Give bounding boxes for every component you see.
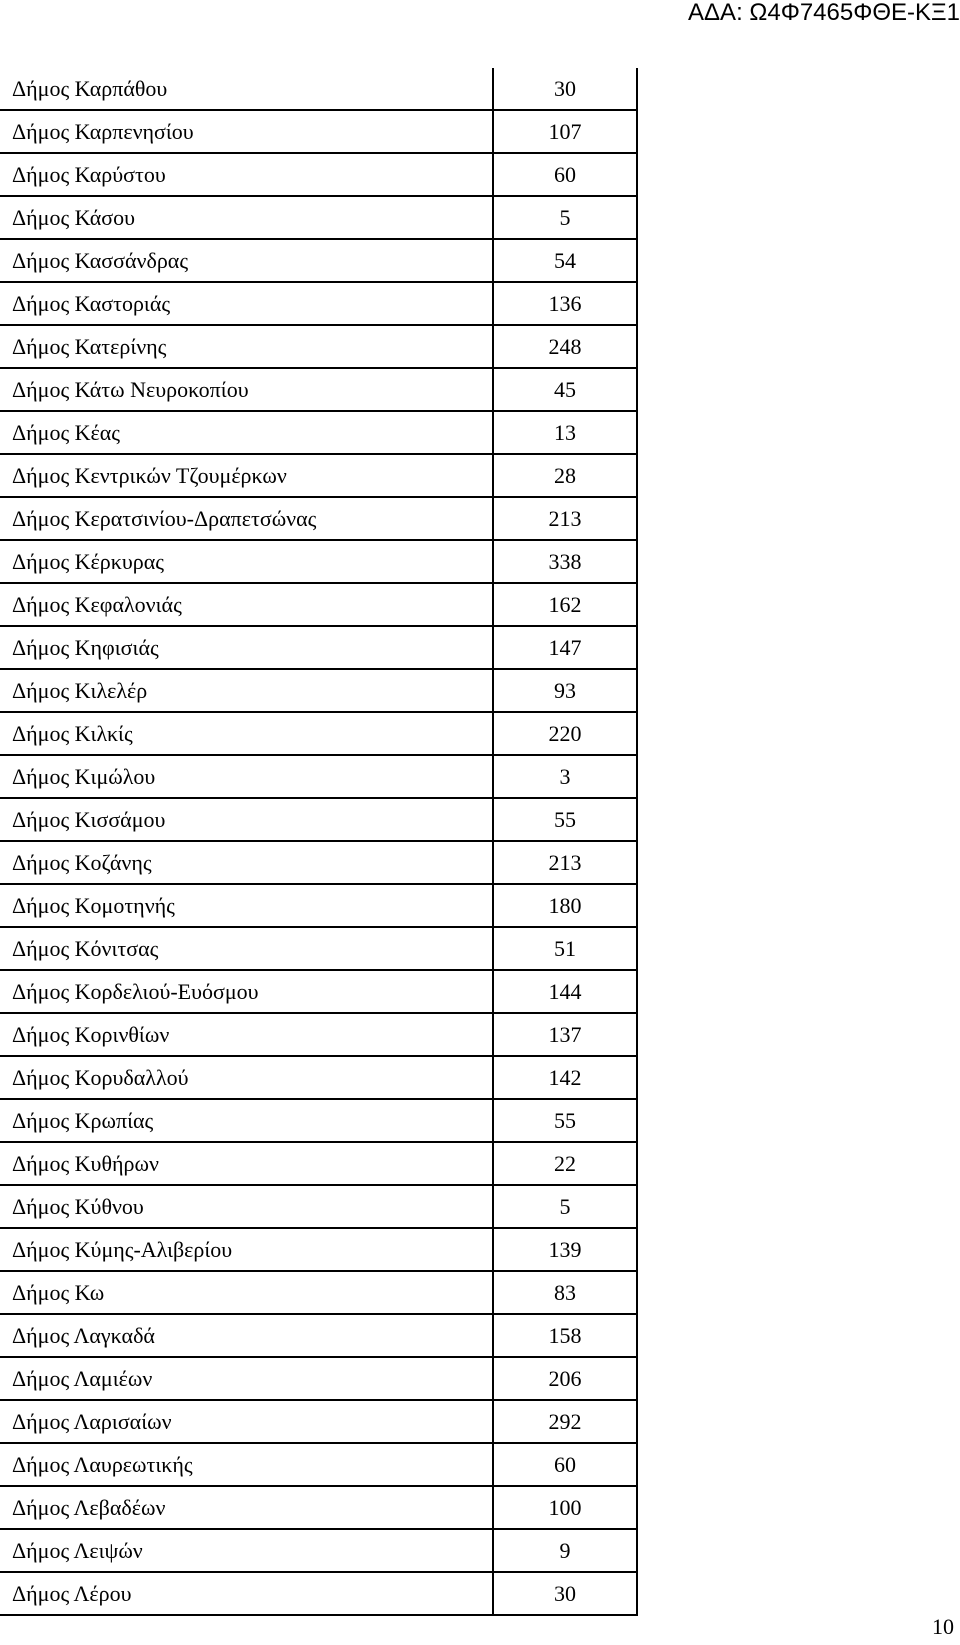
municipality-value: 213 bbox=[493, 497, 637, 540]
municipality-name: Δήμος Κρωπίας bbox=[0, 1099, 493, 1142]
municipality-value: 60 bbox=[493, 1443, 637, 1486]
municipality-value: 55 bbox=[493, 1099, 637, 1142]
municipality-name: Δήμος Λέρου bbox=[0, 1572, 493, 1615]
table-row bbox=[0, 540, 637, 583]
municipality-name: Δήμος Κηφισιάς bbox=[0, 626, 493, 669]
municipality-value: 9 bbox=[493, 1529, 637, 1572]
municipality-value: 100 bbox=[493, 1486, 637, 1529]
municipality-value: 54 bbox=[493, 239, 637, 282]
table-row bbox=[0, 1529, 637, 1572]
table-row bbox=[0, 1099, 637, 1142]
table-row bbox=[0, 1228, 637, 1271]
municipality-name: Δήμος Κέας bbox=[0, 411, 493, 454]
table-row bbox=[0, 1443, 637, 1486]
municipality-value: 206 bbox=[493, 1357, 637, 1400]
table-row bbox=[0, 411, 637, 454]
municipality-value: 107 bbox=[493, 110, 637, 153]
municipality-value: 5 bbox=[493, 1185, 637, 1228]
table-row bbox=[0, 712, 637, 755]
table-row bbox=[0, 884, 637, 927]
table-row bbox=[0, 1271, 637, 1314]
municipality-value: 220 bbox=[493, 712, 637, 755]
municipality-value: 55 bbox=[493, 798, 637, 841]
municipality-value: 28 bbox=[493, 454, 637, 497]
municipality-value: 147 bbox=[493, 626, 637, 669]
municipality-value: 136 bbox=[493, 282, 637, 325]
municipality-name: Δήμος Κάτω Νευροκοπίου bbox=[0, 368, 493, 411]
municipality-name: Δήμος Κασσάνδρας bbox=[0, 239, 493, 282]
municipality-value: 292 bbox=[493, 1400, 637, 1443]
municipality-name: Δήμος Λαμιέων bbox=[0, 1357, 493, 1400]
table-row bbox=[0, 841, 637, 884]
table-row bbox=[0, 1314, 637, 1357]
municipality-name: Δήμος Κυθήρων bbox=[0, 1142, 493, 1185]
municipality-name: Δήμος Κατερίνης bbox=[0, 325, 493, 368]
municipality-name: Δήμος Κεφαλονιάς bbox=[0, 583, 493, 626]
municipality-name: Δήμος Καστοριάς bbox=[0, 282, 493, 325]
municipality-name: Δήμος Κοζάνης bbox=[0, 841, 493, 884]
table-row bbox=[0, 153, 637, 196]
municipality-value: 3 bbox=[493, 755, 637, 798]
municipality-table bbox=[0, 68, 638, 1616]
municipality-value: 30 bbox=[493, 1572, 637, 1615]
municipality-name: Δήμος Λειψών bbox=[0, 1529, 493, 1572]
municipality-value: 137 bbox=[493, 1013, 637, 1056]
municipality-value: 162 bbox=[493, 583, 637, 626]
municipality-name: Δήμος Κεντρικών Τζουμέρκων bbox=[0, 454, 493, 497]
municipality-value: 144 bbox=[493, 970, 637, 1013]
table-row bbox=[0, 755, 637, 798]
municipality-name: Δήμος Λαγκαδά bbox=[0, 1314, 493, 1357]
municipality-name: Δήμος Κορδελιού-Ευόσμου bbox=[0, 970, 493, 1013]
table-row bbox=[0, 196, 637, 239]
table-row bbox=[0, 454, 637, 497]
table-row bbox=[0, 497, 637, 540]
table-row bbox=[0, 798, 637, 841]
table-row bbox=[0, 368, 637, 411]
municipality-name: Δήμος Κερατσινίου-Δραπετσώνας bbox=[0, 497, 493, 540]
municipality-name: Δήμος Καρύστου bbox=[0, 153, 493, 196]
table-row bbox=[0, 68, 637, 110]
municipality-value: 60 bbox=[493, 153, 637, 196]
table-row bbox=[0, 1013, 637, 1056]
municipality-value: 22 bbox=[493, 1142, 637, 1185]
municipality-name: Δήμος Κέρκυρας bbox=[0, 540, 493, 583]
table-row bbox=[0, 927, 637, 970]
municipality-name: Δήμος Κιλελέρ bbox=[0, 669, 493, 712]
table-row bbox=[0, 239, 637, 282]
page-number: 10 bbox=[932, 1614, 954, 1639]
municipality-value: 30 bbox=[493, 68, 637, 110]
table-row bbox=[0, 970, 637, 1013]
table-row bbox=[0, 1357, 637, 1400]
table-row bbox=[0, 1572, 637, 1615]
table-row bbox=[0, 282, 637, 325]
municipality-value: 338 bbox=[493, 540, 637, 583]
municipality-name: Δήμος Κορινθίων bbox=[0, 1013, 493, 1056]
municipality-value: 51 bbox=[493, 927, 637, 970]
municipality-name: Δήμος Κισσάμου bbox=[0, 798, 493, 841]
municipality-name: Δήμος Κόνιτσας bbox=[0, 927, 493, 970]
table-row bbox=[0, 1185, 637, 1228]
municipality-value: 5 bbox=[493, 196, 637, 239]
municipality-value: 83 bbox=[493, 1271, 637, 1314]
table-row bbox=[0, 1142, 637, 1185]
municipality-value: 248 bbox=[493, 325, 637, 368]
table-row bbox=[0, 1486, 637, 1529]
municipality-name: Δήμος Κύμης-Αλιβερίου bbox=[0, 1228, 493, 1271]
municipality-value: 93 bbox=[493, 669, 637, 712]
table-row bbox=[0, 626, 637, 669]
municipality-value: 142 bbox=[493, 1056, 637, 1099]
municipality-name: Δήμος Κω bbox=[0, 1271, 493, 1314]
municipality-name: Δήμος Κύθνου bbox=[0, 1185, 493, 1228]
municipality-name: Δήμος Λαυρεωτικής bbox=[0, 1443, 493, 1486]
municipality-name: Δήμος Λαρισαίων bbox=[0, 1400, 493, 1443]
municipality-name: Δήμος Κάσου bbox=[0, 196, 493, 239]
table-row bbox=[0, 1400, 637, 1443]
table-row bbox=[0, 110, 637, 153]
municipality-value: 180 bbox=[493, 884, 637, 927]
municipality-value: 45 bbox=[493, 368, 637, 411]
municipality-value: 158 bbox=[493, 1314, 637, 1357]
municipality-name: Δήμος Κιλκίς bbox=[0, 712, 493, 755]
table-row bbox=[0, 583, 637, 626]
municipality-value: 213 bbox=[493, 841, 637, 884]
table-row bbox=[0, 325, 637, 368]
municipality-name: Δήμος Κιμώλου bbox=[0, 755, 493, 798]
municipality-value: 139 bbox=[493, 1228, 637, 1271]
municipality-name: Δήμος Κομοτηνής bbox=[0, 884, 493, 927]
table-row bbox=[0, 1056, 637, 1099]
municipality-value: 13 bbox=[493, 411, 637, 454]
ada-header: ΑΔΑ: Ω4Φ7465ΦΘΕ-ΚΞ1 bbox=[688, 0, 960, 26]
municipality-name: Δήμος Κορυδαλλού bbox=[0, 1056, 493, 1099]
municipality-name: Δήμος Καρπενησίου bbox=[0, 110, 493, 153]
municipality-name: Δήμος Καρπάθου bbox=[0, 68, 493, 110]
municipality-name: Δήμος Λεβαδέων bbox=[0, 1486, 493, 1529]
table-body bbox=[0, 68, 637, 1615]
table-row bbox=[0, 669, 637, 712]
